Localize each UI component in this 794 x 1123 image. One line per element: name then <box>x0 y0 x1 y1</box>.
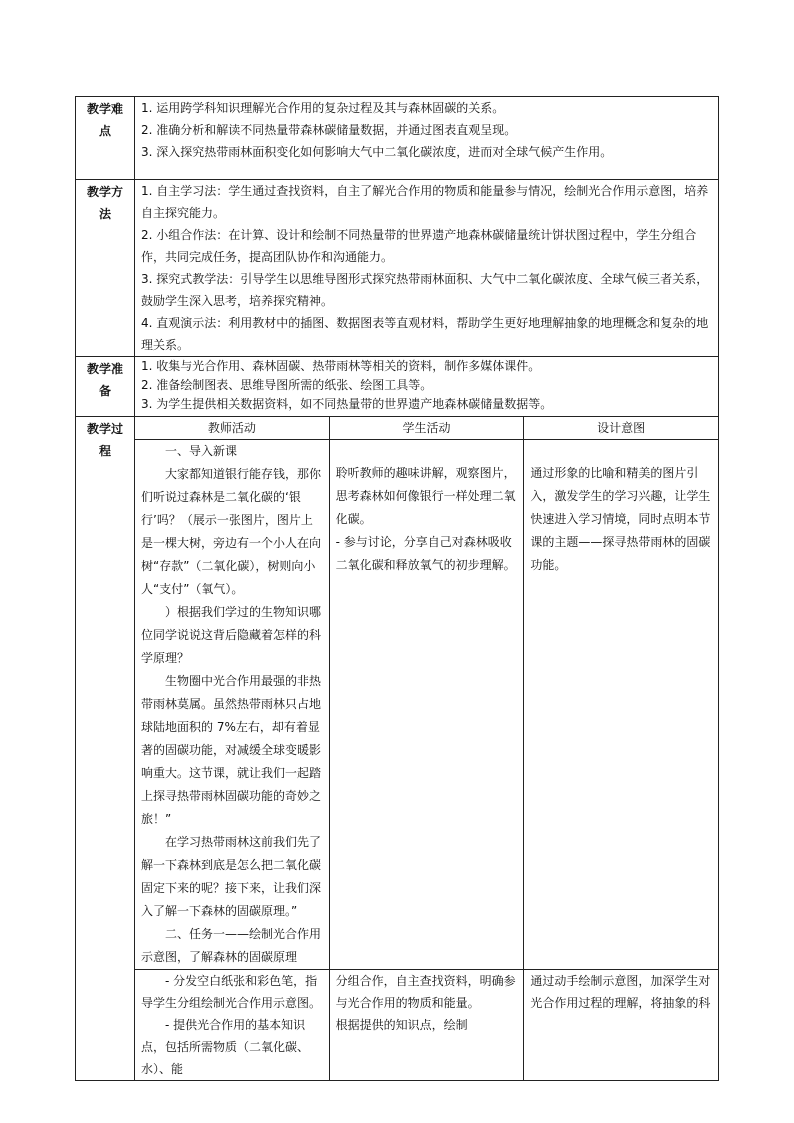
teacher-step: 在学习热带雨林这前我们先了解一下森林到底是怎么把二氧化碳固定下来的呢？接下来，让我们深入了解一下森林的固碳原理。” <box>141 835 322 918</box>
design-intent-text: 通过动手绘制示意图，加深学生对光合作用过程的理解，将抽象的科 <box>530 974 711 1010</box>
difficulty-content <box>135 97 719 180</box>
difficulty-item: 1. 运用跨学科知识理解光合作用的复杂过程及其与森林固碳的关系。 <box>141 101 505 115</box>
methods-item: 1. 自主学习法：学生通过查找资料，自主了解光合作用的物质和能量参与情况，绘制光合作用示意图，培养自主探究能力。 <box>141 184 709 220</box>
teacher-activity-header: 教师活动 <box>135 417 330 440</box>
process-label: 教学过程 <box>76 417 135 1081</box>
methods-content <box>135 180 719 357</box>
difficulty-row <box>76 97 719 180</box>
methods-item: 2. 小组合作法：在计算、设计和绘制不同热量带的世界遗产地森林碳储量统计饼状图过程中，学生分组合作，共同完成任务，提高团队协作和沟通能力。 <box>141 228 697 264</box>
student-activity-cell <box>329 970 524 1081</box>
student-activity-header: 学生活动 <box>329 417 524 440</box>
student-step: - 参与讨论，分享自己对森林吸收二氧化碳和释放氧气的初步理解。 <box>335 535 516 572</box>
methods-item: 4. 直观演示法：利用教材中的插图、数据图表等直观材料，帮助学生更好地理解抽象的地理概念和复杂的地理关系。 <box>141 316 709 352</box>
process-row-task1 <box>76 970 719 1081</box>
teacher-step: 二、任务一——绘制光合作用示意图，了解森林的固碳原理 <box>141 927 322 964</box>
preparation-item: 1. 收集与光合作用、森林固碳、热带雨林等相关的资料，制作多媒体课件。 <box>141 359 541 373</box>
preparation-row <box>76 357 719 417</box>
design-intent-header: 设计意图 <box>524 417 719 440</box>
preparation-item: 2. 准备绘制图表、思维导图所需的纸张、绘图工具等。 <box>141 378 433 392</box>
lesson-plan-table <box>75 96 719 1081</box>
student-step: 聆听教师的趣味讲解，观察图片，思考森林如何像银行一样处理二氧化碳。 <box>335 466 516 526</box>
preparation-item: 3. 为学生提供相关数据资料，如不同热量带的世界遗产地森林碳储量数据等。 <box>141 397 553 411</box>
student-activity-cell <box>329 440 524 970</box>
student-step: 分组合作，自主查找资料，明确参与光合作用的物质和能量。 <box>335 974 516 1010</box>
difficulty-label: 教学难点 <box>76 97 135 180</box>
teacher-step: 大家都知道银行能存钱，那你们听说过森林是二氧化碳的‘银行’吗？（展示一张图片，图片上是一棵大树，旁边有一个小人在向树“存款”（二氧化碳），树则向小人“支付”（氧气）。 <box>141 467 322 596</box>
teacher-step: 生物圈中光合作用最强的非热带雨林莫属。虽然热带雨林只占地球陆地面积的 7%左右，却有着显著的固碳功能，对减缓全球变暖影响重大。这节课，就让我们一起踏上探寻热带雨林固碳功能的奇妙之旅！” <box>141 674 322 826</box>
teacher-step: - 提供光合作用的基本知识点，包括所需物质（二氧化碳、水）、能 <box>141 1018 310 1076</box>
methods-row <box>76 180 719 357</box>
design-intent-cell <box>524 440 719 970</box>
teacher-step: 一、导入新课 <box>165 444 238 458</box>
teacher-step: - 分发空白纸张和彩色笔，指导学生分组绘制光合作用示意图。 <box>141 974 322 1010</box>
preparation-label: 教学准备 <box>76 357 135 417</box>
methods-item: 3. 探究式教学法：引导学生以思维导图形式探究热带雨林面积、大气中二氧化碳浓度、全球气候三者关系，鼓励学生深入思考，培养探究精神。 <box>141 272 709 308</box>
design-intent-cell <box>524 970 719 1081</box>
difficulty-item: 3. 深入探究热带雨林面积变化如何影响大气中二氧化碳浓度，进而对全球气候产生作用。 <box>141 145 613 159</box>
teacher-activity-cell <box>135 970 330 1081</box>
methods-label: 教学方法 <box>76 180 135 357</box>
teacher-step: ）根据我们学过的生物知识哪位同学说说这背后隐藏着怎样的科学原理？ <box>141 605 322 665</box>
process-header-row <box>76 417 719 440</box>
difficulty-item: 2. 准确分析和解读不同热量带森林碳储量数据，并通过图表直观呈现。 <box>141 123 517 137</box>
preparation-content <box>135 357 719 417</box>
process-row-intro <box>76 440 719 970</box>
student-step: 根据提供的知识点，绘制 <box>335 1018 468 1032</box>
teacher-activity-cell <box>135 440 330 970</box>
design-intent-text: 通过形象的比喻和精美的图片引入，激发学生的学习兴趣，让学生快速进入学习情境，同时点明本节课的主题——探寻热带雨林的固碳功能。 <box>530 466 711 572</box>
